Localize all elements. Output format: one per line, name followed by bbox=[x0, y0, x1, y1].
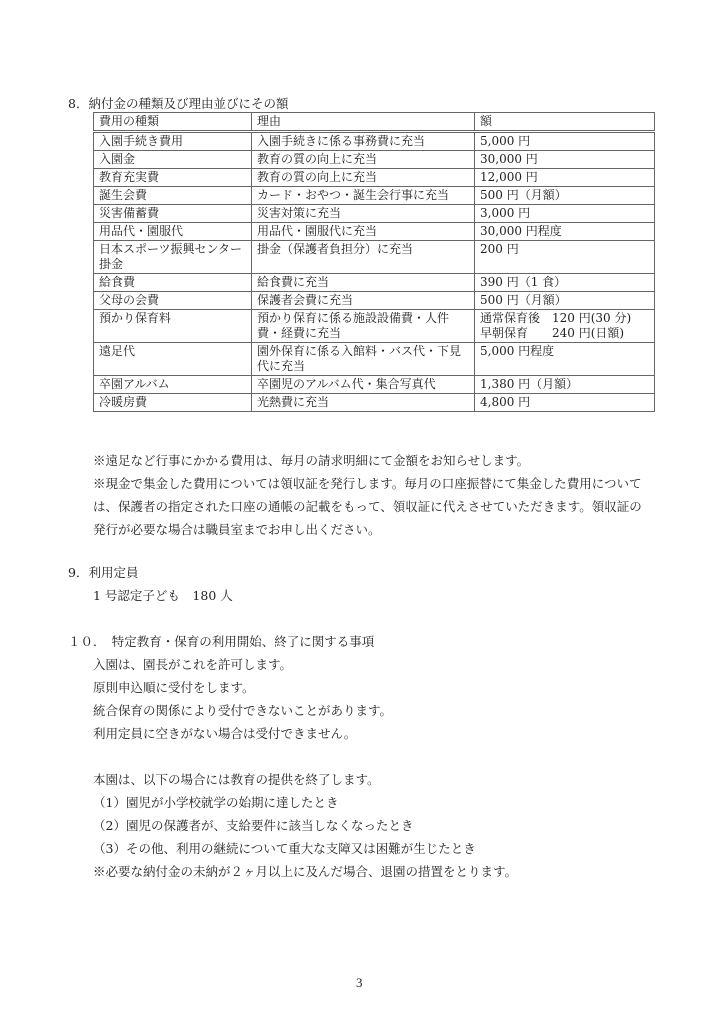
header-cell-type: 費用の種類 bbox=[94, 113, 252, 132]
cell-amount bbox=[475, 310, 655, 343]
cell-type: 入園金 bbox=[94, 151, 252, 169]
admission-line: 利用定員に空きがない場合は受付できません。 bbox=[93, 726, 357, 741]
cell-amount: 390 円（1 食） bbox=[475, 274, 655, 292]
table-row bbox=[94, 132, 655, 151]
table-row bbox=[94, 310, 655, 343]
table-row bbox=[94, 223, 655, 241]
table-row bbox=[94, 241, 655, 274]
cell-reason: 掛金（保護者負担分）に充当 bbox=[252, 241, 475, 274]
cell-amount: 12,000 円 bbox=[475, 169, 655, 187]
cell-reason: 卒園児のアルバム代・集合写真代 bbox=[252, 376, 475, 394]
cell-type: 卒園アルバム bbox=[94, 376, 252, 394]
cell-type: 父母の会費 bbox=[94, 292, 252, 310]
cell-reason: 光熱費に充当 bbox=[252, 394, 475, 412]
cell-reason: 災害対策に充当 bbox=[252, 205, 475, 223]
cell-amount: 3,000 円 bbox=[475, 205, 655, 223]
cell-type: 入園手続き費用 bbox=[94, 132, 252, 151]
section-8-heading: 8．納付金の種類及び理由並びにその額 bbox=[68, 96, 289, 111]
cell-reason: 教育の質の向上に充当 bbox=[252, 151, 475, 169]
cell-type: 教育充実費 bbox=[94, 169, 252, 187]
header-cell-amount: 額 bbox=[475, 113, 655, 132]
note-line: は、保護者の指定された口座の通帳の記載をもって、領収証に代えさせていただきます。領収証の bbox=[93, 499, 642, 514]
table-row bbox=[94, 376, 655, 394]
page-number: 3 bbox=[356, 975, 363, 990]
cell-amount: 30,000 円程度 bbox=[475, 223, 655, 241]
cell-amount: 5,000 円程度 bbox=[475, 343, 655, 376]
cell-type: 誕生会費 bbox=[94, 187, 252, 205]
cell-reason: 預かり保育に係る施設設備費・人件費・経費に充当 bbox=[252, 310, 475, 343]
cell-type: 預かり保育料 bbox=[94, 310, 252, 343]
cell-reason: 教育の質の向上に充当 bbox=[252, 169, 475, 187]
table-row bbox=[94, 274, 655, 292]
termination-item: （1）園児が小学校就学の始期に達したとき bbox=[93, 795, 339, 810]
cell-amount: 500 円（月額） bbox=[475, 187, 655, 205]
cell-amount: 200 円 bbox=[475, 241, 655, 274]
termination-item: （3）その他、利用の継続について重大な支障又は困難が生じたとき bbox=[93, 841, 476, 856]
table-row bbox=[94, 169, 655, 187]
admission-line: 統合保育の関係により受付できないことがあります。 bbox=[93, 703, 393, 718]
cell-reason: 給食費に充当 bbox=[252, 274, 475, 292]
table-row bbox=[94, 151, 655, 169]
cell-type: 給食費 bbox=[94, 274, 252, 292]
cell-reason: 入園手続きに係る事務費に充当 bbox=[252, 132, 475, 151]
cell-type: 遠足代 bbox=[94, 343, 252, 376]
note-line: 発行が必要な場合は職員室までお申し出ください。 bbox=[93, 522, 381, 537]
cell-amount: 1,380 円（月額） bbox=[475, 376, 655, 394]
admission-line: 入園は、園長がこれを許可します。 bbox=[93, 657, 293, 672]
capacity-text: 1 号認定子ども 180 人 bbox=[93, 588, 233, 603]
cell-amount: 500 円（月額） bbox=[475, 292, 655, 310]
cell-reason: カード・おやつ・誕生会行事に充当 bbox=[252, 187, 475, 205]
cell-reason: 用品代・園服代に充当 bbox=[252, 223, 475, 241]
table-row bbox=[94, 187, 655, 205]
termination-item: （2）園児の保護者が、支給要件に該当しなくなったとき bbox=[93, 818, 414, 833]
cell-type: 用品代・園服代 bbox=[94, 223, 252, 241]
admission-line: 原則申込順に受付をします。 bbox=[93, 680, 255, 695]
table-row bbox=[94, 292, 655, 310]
cell-type: 災害備蓄費 bbox=[94, 205, 252, 223]
table-row bbox=[94, 343, 655, 376]
amount-line: 通常保育後 120 円(30 分) bbox=[480, 311, 632, 325]
fees-table bbox=[93, 112, 655, 412]
note-line: ※現金で集金した費用については領収証を発行します。毎月の口座振替にて集金した費用について bbox=[93, 476, 642, 491]
cell-amount: 4,800 円 bbox=[475, 394, 655, 412]
cell-type: 日本スポーツ振興センター掛金 bbox=[94, 241, 252, 274]
section-10-heading: １０． 特定教育・保育の利用開始、終了に関する事項 bbox=[68, 634, 375, 649]
table-header-row bbox=[94, 113, 655, 132]
termination-intro: 本園は、以下の場合には教育の提供を終了します。 bbox=[93, 772, 380, 787]
cell-type: 冷暖房費 bbox=[94, 394, 252, 412]
cell-amount: 5,000 円 bbox=[475, 132, 655, 151]
table-row bbox=[94, 205, 655, 223]
table-row bbox=[94, 394, 655, 412]
cell-reason: 園外保育に係る入館料・バス代・下見代に充当 bbox=[252, 343, 475, 376]
cell-reason: 保護者会費に充当 bbox=[252, 292, 475, 310]
section-9-heading: 9．利用定員 bbox=[68, 565, 139, 580]
note-line: ※遠足など行事にかかる費用は、毎月の請求明細にて金額をお知らせします。 bbox=[93, 453, 530, 468]
amount-line: 早朝保育 240 円(日額) bbox=[480, 326, 625, 340]
header-cell-reason: 理由 bbox=[252, 113, 475, 132]
final-note: ※必要な納付金の未納が２ヶ月以上に及んだ場合、退園の措置をとります。 bbox=[93, 864, 518, 879]
cell-amount: 30,000 円 bbox=[475, 151, 655, 169]
